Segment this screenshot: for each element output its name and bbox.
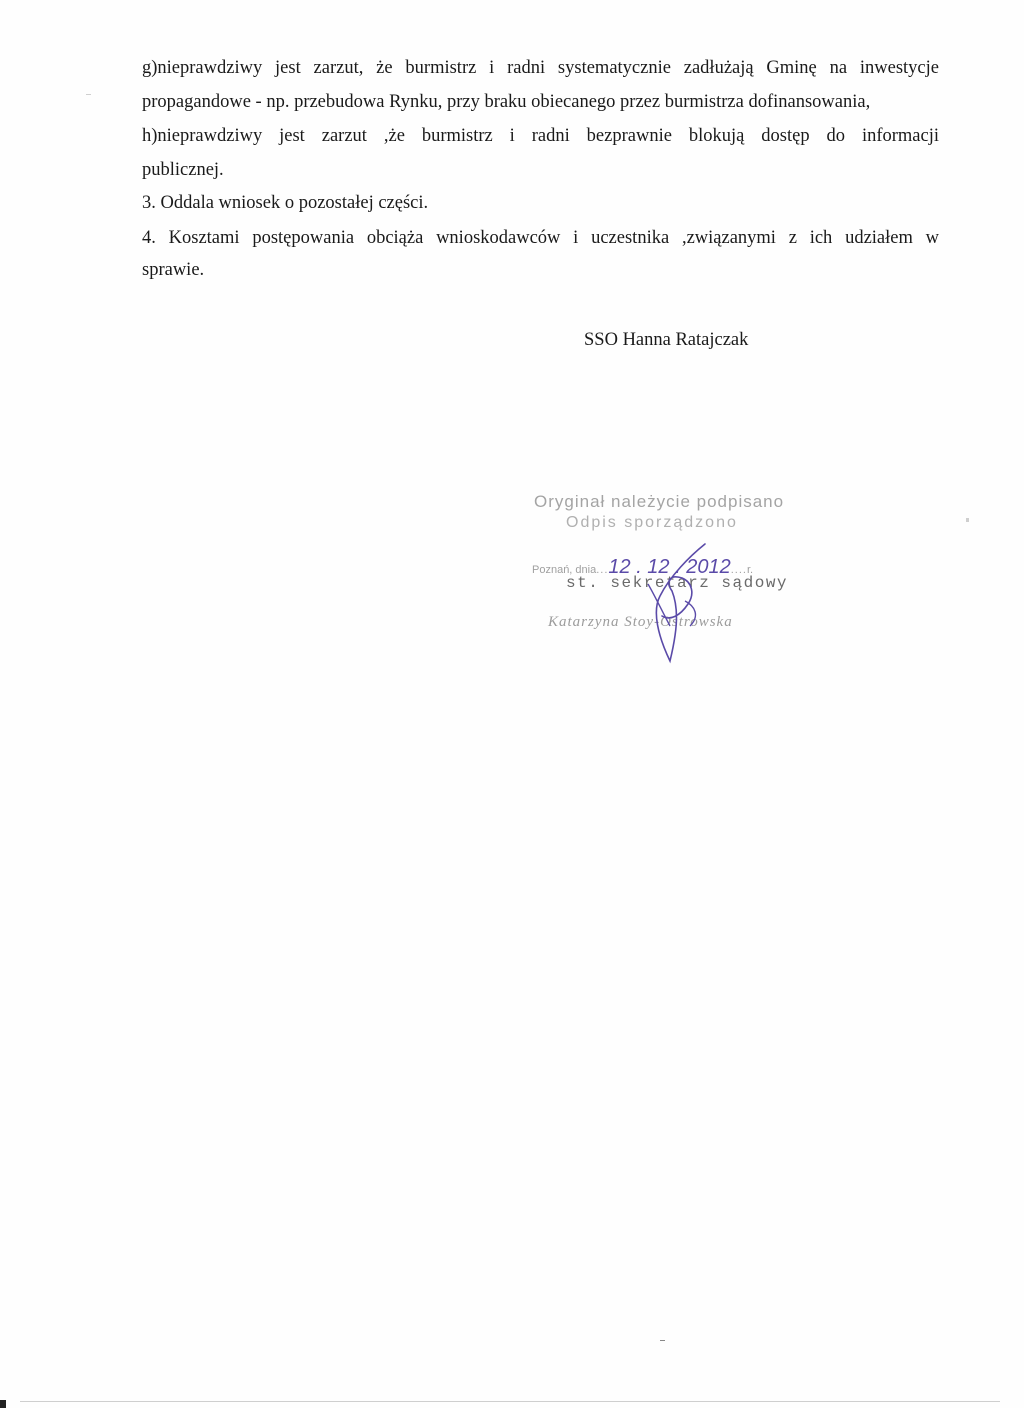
handwritten-signature xyxy=(520,486,790,666)
scan-speck xyxy=(86,94,91,95)
scan-speck xyxy=(966,518,969,522)
judge-signature-name: SSO Hanna Ratajczak xyxy=(584,330,749,350)
paragraph-line: g)nieprawdziwy jest zarzut, że burmistrz i radni systematycznie zadłużają Gminę na inwestycje xyxy=(142,58,939,78)
stamp-date-suffix: r. xyxy=(746,564,754,576)
stamp-date-prefix: Poznań, dnia xyxy=(532,564,597,576)
stamp-role: st. sekretarz sądowy xyxy=(566,574,789,592)
stamp-original-signed: Oryginał należycie podpisano xyxy=(534,492,785,511)
paragraph-line: publicznej. xyxy=(142,160,224,180)
scan-edge-line xyxy=(20,1401,1000,1402)
stamp-copy-made: Odpis sporządzono xyxy=(566,514,738,531)
certification-stamp xyxy=(520,486,790,666)
scan-speck xyxy=(660,1340,665,1341)
paragraph-line: propagandowe - np. przebudowa Rynku, przy braku obiecanego przez burmistrza dofinansowania, xyxy=(142,92,871,112)
paragraph-line: 4. Kosztami postępowania obciąża wnioskodawców i uczestnika ,związanymi z ich udziałem w xyxy=(142,228,939,248)
paragraph-line: 3. Oddala wniosek o pozostałej części. xyxy=(142,193,429,213)
stamp-date-value: 12 . 12 . 2012 xyxy=(608,556,731,578)
stamp-date-line: Poznań, dnia...12 . 12 . 2012....r. xyxy=(532,556,754,578)
paragraph-line: sprawie. xyxy=(142,260,205,280)
stamp-clerk-name: Katarzyna Stoy-Ostrowska xyxy=(548,614,733,630)
scan-edge-mark xyxy=(0,1400,6,1408)
paragraph-line: h)nieprawdziwy jest zarzut ,że burmistrz i radni bezprawnie blokują dostęp do informacji xyxy=(142,126,939,146)
